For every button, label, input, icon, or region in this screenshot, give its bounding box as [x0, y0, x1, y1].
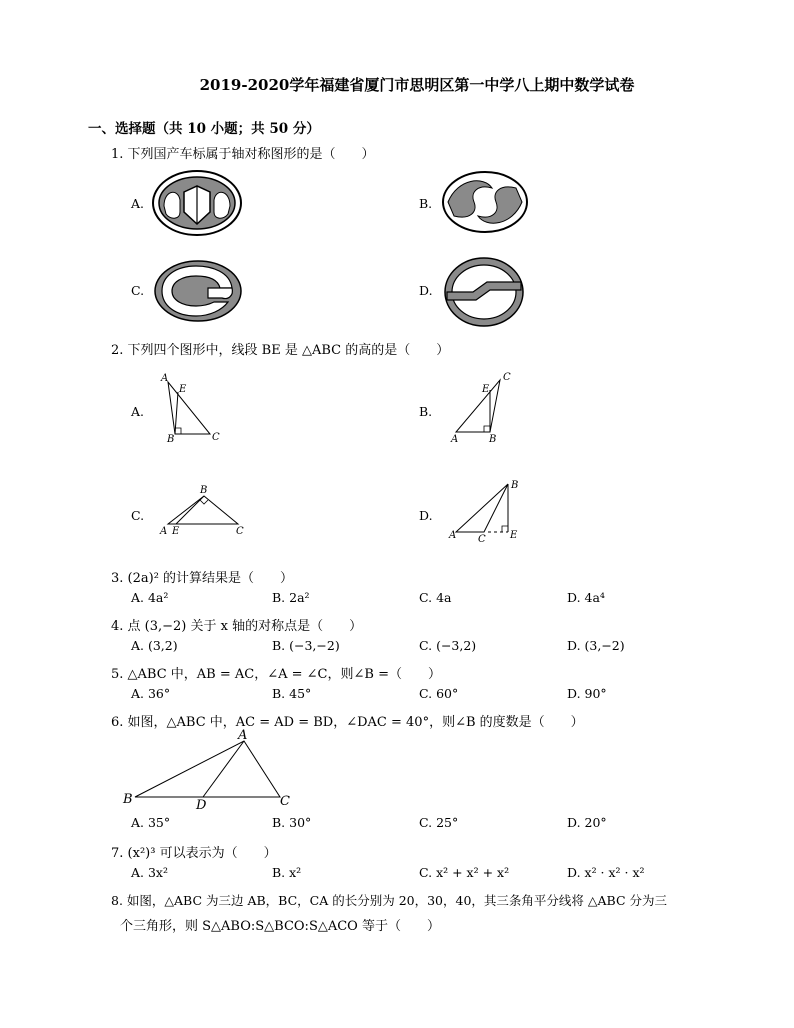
q2d-point-c: C: [478, 534, 486, 545]
q5-option-b: B. 45°: [272, 686, 312, 701]
question-5-stem: 5. △ABC 中，AB = AC，∠A = ∠C，则∠B =（ ）: [111, 667, 441, 682]
q6-point-c: C: [280, 794, 290, 809]
q2-figure-c: [160, 484, 250, 540]
q2b-point-b: B: [489, 434, 497, 445]
q2-figure-b: [446, 370, 516, 446]
q2c-point-c: C: [236, 526, 244, 537]
q3-option-c: C. 4a: [419, 590, 452, 605]
q6-point-d: D: [196, 798, 207, 813]
question-4-stem: 4. 点 (3,−2) 关于 x 轴的对称点是（ ）: [111, 619, 363, 634]
q4-option-a: A. (3,2): [131, 638, 178, 653]
q2-label-b: B.: [419, 404, 433, 419]
q2a-point-e: E: [179, 384, 187, 395]
q4-option-d: D. (3,−2): [567, 638, 625, 653]
q6-option-d: D. 20°: [567, 815, 607, 830]
q5-option-a: A. 36°: [131, 686, 171, 701]
q3-option-b: B. 2a²: [272, 590, 310, 605]
question-7-stem: 7. (x²)³ 可以表示为（ ）: [111, 846, 277, 861]
q1-label-a: A.: [131, 196, 145, 211]
page-title: 2019-2020学年福建省厦门市思明区第一中学八上期中数学试卷: [199, 76, 635, 94]
q6-point-a: A: [238, 728, 248, 743]
car-logo-b: [440, 170, 530, 234]
car-logo-c: [152, 258, 244, 324]
q1-label-b: B.: [419, 196, 433, 211]
q1-label-c: C.: [131, 283, 145, 298]
q6-option-b: B. 30°: [272, 815, 312, 830]
q7-option-a: A. 3x²: [131, 865, 168, 880]
q2-label-a: A.: [131, 404, 145, 419]
q5-option-d: D. 90°: [567, 686, 607, 701]
q6-option-a: A. 35°: [131, 815, 171, 830]
q2-figure-d: [446, 476, 532, 546]
question-8-stem-line-2: 个三角形，则 S△ABO:S△BCO:S△ACO 等于（ ）: [120, 919, 440, 934]
q2-label-c: C.: [131, 508, 145, 523]
q2d-point-e: E: [510, 530, 518, 541]
q2-figure-a: [158, 372, 228, 444]
q2a-point-b: B: [167, 434, 175, 445]
question-6-stem: 6. 如图，△ABC 中，AC = AD = BD，∠DAC = 40°，则∠B 的度数是（ ）: [111, 715, 584, 730]
q2a-point-a: A: [161, 373, 169, 384]
q2d-point-a: A: [449, 530, 457, 541]
q2d-point-b: B: [511, 480, 519, 491]
q4-option-c: C. (−3,2): [419, 638, 477, 653]
q7-option-b: B. x²: [272, 865, 302, 880]
question-8-stem-line-1: 8. 如图，△ABC 为三边 AB，BC，CA 的长分别为 20，30，40，其三条角平分线将 △ABC 分为三: [111, 893, 667, 908]
question-1-stem: 1. 下列国产车标属于轴对称图形的是（ ）: [111, 147, 375, 162]
q5-option-c: C. 60°: [419, 686, 459, 701]
question-2-stem: 2. 下列四个图形中，线段 BE 是 △ABC 的高的是（ ）: [111, 343, 450, 358]
q3-option-d: D. 4a⁴: [567, 590, 605, 605]
car-logo-a: [150, 168, 245, 238]
q2b-point-c: C: [503, 372, 511, 383]
q2c-point-a: A: [160, 526, 168, 537]
q2c-point-e: E: [172, 526, 180, 537]
q3-option-a: A. 4a²: [131, 590, 169, 605]
q6-option-c: C. 25°: [419, 815, 459, 830]
question-3-stem: 3. (2a)² 的计算结果是（ ）: [111, 571, 294, 586]
q6-figure: [120, 728, 300, 812]
q2b-point-a: A: [451, 434, 459, 445]
q4-option-b: B. (−3,−2): [272, 638, 340, 653]
q2c-point-b: B: [200, 485, 208, 496]
car-logo-d: [443, 256, 525, 328]
q6-point-b: B: [123, 792, 133, 807]
q7-option-c: C. x² + x² + x²: [419, 865, 510, 880]
q2a-point-c: C: [212, 432, 220, 443]
q2-label-d: D.: [419, 508, 433, 523]
q2b-point-e: E: [482, 384, 490, 395]
section-heading: 一、选择题（共 10 小题；共 50 分）: [88, 121, 320, 137]
q1-label-d: D.: [419, 283, 433, 298]
q7-option-d: D. x² · x² · x²: [567, 865, 645, 880]
